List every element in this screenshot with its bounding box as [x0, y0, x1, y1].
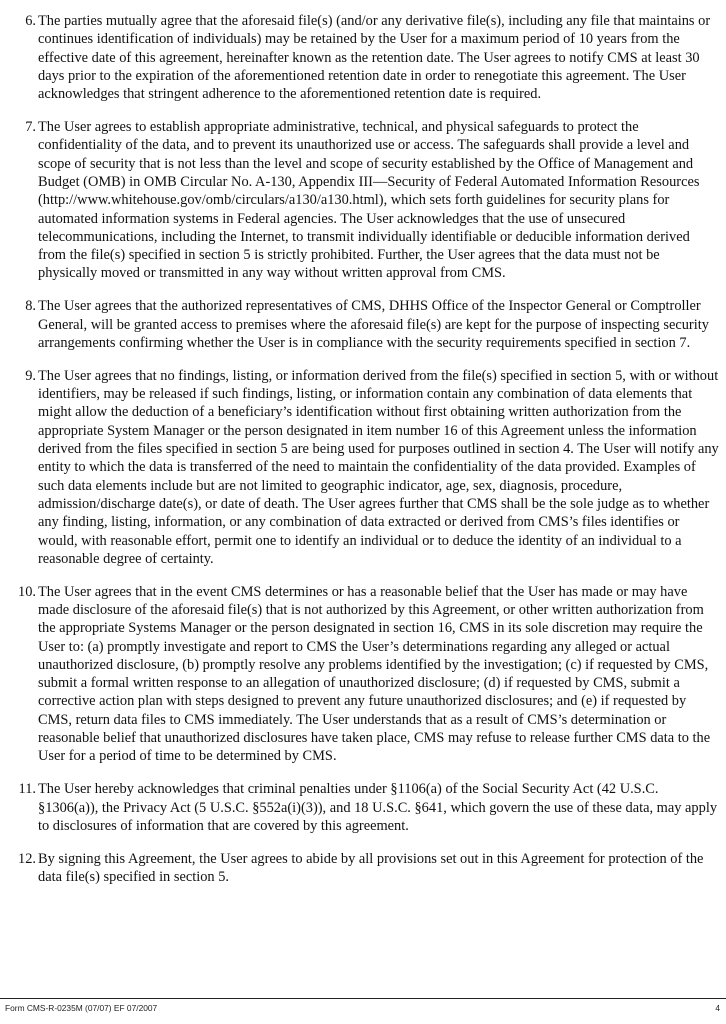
- clause-number: 10.: [18, 583, 36, 600]
- form-identifier: Form CMS-R-0235M (07/07) EF 07/2007: [5, 1003, 158, 1013]
- clause-text: The User hereby acknowledges that criminal penalties under §1106(a) of the Social Security Act (42 U.S.C. §1306(a)), the Privacy Act (5 U.S.C. §552a(i)(3)), and 18 U.S.C. §641, which govern the use of these data, may apply to disclosures of information that are covered by this agreement.: [38, 781, 718, 834]
- page-footer: [5, 1003, 720, 1017]
- clause-8: [0, 297, 726, 352]
- clause-9: [0, 367, 726, 568]
- clause-text: The User agrees that the authorized representatives of CMS, DHHS Office of the Inspector General or Comptroller General, will be granted access to premises where the aforesaid file(s) are kept for the purpose of inspecting security arrangements confirming whether the User is in compliance with the security requirements specified in section 7.: [38, 298, 709, 351]
- clause-6: [0, 12, 726, 103]
- clause-number: 6.: [25, 13, 36, 29]
- clause-7: [0, 118, 726, 283]
- clause-text: The User agrees to establish appropriate administrative, technical, and physical safeguards to protect the confidentiality of the data, and to prevent its unauthorized use or access. The safeguards shall provide a level and scope of security that is not less than the level and scope of security established by the Office of Management and Budget (OMB) in OMB Circular No. A-130, Appendix III—Security of Federal Automated Information Resources (http://www.whitehouse.gov/omb/circulars/a130/a130.html), which sets forth guidelines for security plans for automated information systems in Federal agencies. The User acknowledges that the use of unsecured telecommunications, including the Internet, to transmit individually identifiable or deducible information derived from the file(s) specified in section 5 is strictly prohibited. Further, the User agrees that the data must not be physically moved or transmitted in any way without written approval from CMS.: [38, 119, 700, 282]
- clause-text: The User agrees that no findings, listing, or information derived from the file(s) specified in section 5, with or without identifiers, may be released if such findings, listing, or information contain any combination of data elements that might allow the deduction of a beneficiary’s identification without first obtaining written authorization from the appropriate System Manager or the person designated in item number 16 of this Agreement unless the information derived from the files specified in section 5 are being used for purposes outlined in section 4. The User will notify any entity to which the data is transferred of the need to maintain the confidentiality of the data provided. Examples of such data elements include but are not limited to geographic indicator, age, sex, diagnosis, procedure, admission/discharge date(s), or date of death. The User agrees further that CMS shall be the sole judge as to whether any finding, listing, information, or any combination of data extracted or derived from CMS’s files identifies or would, with reasonable effort, permit one to identify an individual or to deduce the identity of an individual to a reasonable degree of certainty.: [38, 367, 719, 567]
- clause-number: 11.: [18, 781, 36, 798]
- clause-number: 8.: [25, 298, 36, 315]
- clause-text: The parties mutually agree that the aforesaid file(s) (and/or any derivative file(s), including any file that maintains or continues identification of individuals) may be retained by the User for a maximum period of 10 years from the effective date of this agreement, hereinafter known as the retention date. The User agrees to notify CMS at least 30 days prior to the expiration of the aforementioned retention date in order to renegotiate this agreement. The User acknowledges that stringent adherence to the aforementioned retention date is required.: [38, 13, 711, 103]
- agreement-clause-list: [0, 12, 726, 901]
- clause-number: 9.: [25, 367, 36, 384]
- clause-10: [0, 583, 726, 766]
- clause-text: The User agrees that in the event CMS determines or has a reasonable belief that the User has made or may have made disclosure of the aforesaid file(s) that is not authorized by this Agreement, or other written authorization from the appropriate Systems Manager or the person designated in section 16, CMS in its sole discretion may require the User to: (a) promptly investigate and report to CMS the User’s determinations regarding any alleged or actual unauthorized disclosure, (b) promptly resolve any problems identified by the investigation; (c) if requested by CMS, submit a formal written response to an allegation of unauthorized disclosure; (d) if requested by CMS, submit a corrective action plan with steps designed to prevent any future unauthorized disclosures; and (e) if requested by CMS, return data files to CMS immediately. The User understands that as a result of CMS’s determination or reasonable belief that unauthorized disclosures have taken place, CMS may refuse to release further CMS data to the User for a period of time to be determined by CMS.: [38, 583, 711, 765]
- clause-number: 7.: [25, 119, 36, 136]
- footer-divider: [0, 998, 726, 999]
- clause-number: 12.: [18, 850, 36, 867]
- clause-11: [0, 780, 726, 835]
- page-number: 4: [715, 1003, 720, 1013]
- clause-12: [0, 850, 726, 887]
- clause-text: By signing this Agreement, the User agrees to abide by all provisions set out in this Agreement for protection of the data file(s) specified in section 5.: [38, 850, 704, 886]
